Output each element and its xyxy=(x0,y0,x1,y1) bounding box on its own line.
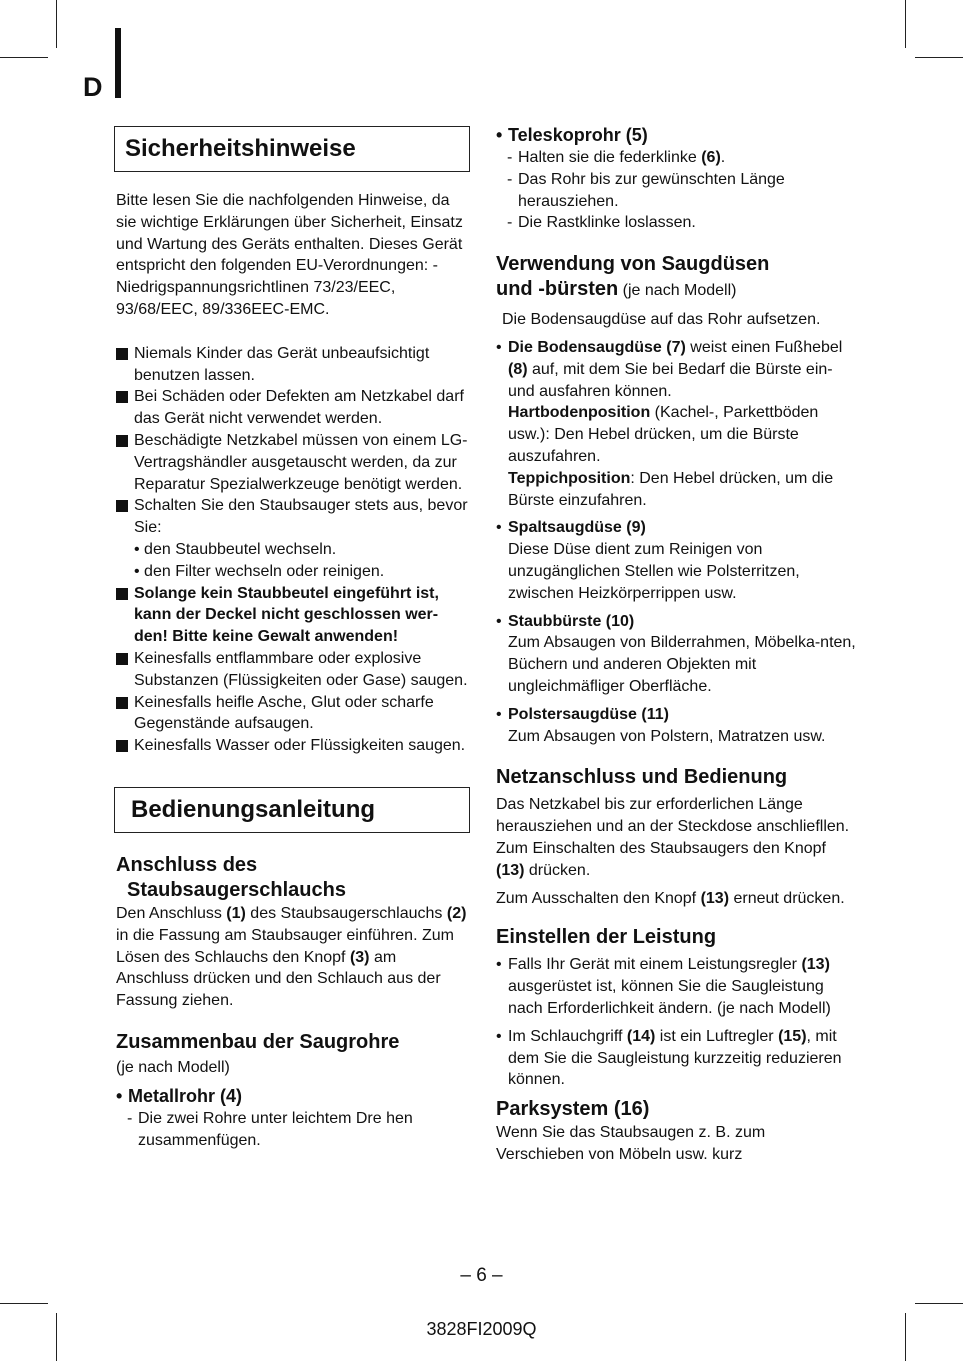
list-item: Beschädigte Netzkabel müssen von einem LG-Vertragshändler ausgetauscht werden, da zur Reparatur Spezialwerkzeuge benötigt werden. xyxy=(116,430,470,495)
park-heading: Parksystem (16) xyxy=(496,1098,650,1121)
performance-item: • Falls Ihr Gerät mit einem Leistungsregler (13) ausgerüstet ist, können Sie die Saugleistung nach Erforderlichkeit ändern. (je nach Modell) xyxy=(496,956,831,1017)
crop-mark xyxy=(56,0,57,48)
list-item: Schalten Sie den Staubsauger stets aus, bevor Sie: • den Staubbeutel wechseln. • den Filter wechseln oder reinigen. xyxy=(116,495,470,582)
park-text: Wenn Sie das Staubsaugen z. B. zum Verschieben von Möbeln usw. kurz xyxy=(496,1124,766,1163)
tubes-heading: Zusammenbau der Saugrohre xyxy=(116,1030,400,1053)
left-column xyxy=(116,126,470,1151)
bullet-square-icon xyxy=(116,653,128,665)
bullet-square-icon xyxy=(116,435,128,447)
metal-tube-heading: • Metallrohr (4) xyxy=(116,1085,243,1106)
page-number: – 6 – xyxy=(460,1265,503,1286)
telescopic-step: - Das Rohr bis zur gewünschten Länge herausziehen. xyxy=(507,170,785,210)
crevice-item: • Spaltsaugdüse (9) Diese Düse dient zum Reinigen von unzugänglichen Stellen wie Polsterritzen, zwischen Heizkörperrippen usw. xyxy=(496,519,800,602)
safety-intro: Bitte lesen Sie die nachfolgenden Hinweise, da sie wichtige Erklärungen über Sicherheit, Einsatz und Wartung des Geräts enthalten. Dieses Gerät entspricht den folgenden EU-Verordnungen: - Niedrigspannungsrichtlinen 73/23/EEC, 93/68/EEC, 89/336EEC-EMC. xyxy=(116,192,463,318)
list-item: Keinesfalls entflammbare oder explosive Substanzen (Flüssigkeiten oder Gase) saugen. xyxy=(116,648,470,692)
floor-nozzle-item: • Die Bodensaugdüse (7) weist einen Fußhebel (8) auf, mit dem Sie bei Bedarf die Bürste ein- und ausfahren können. Hartbodenposition (Kachel-, Parkettböden usw.): Den Hebel drücken, um die Bürste auszufahren. Teppichposition: Den Hebel drücken, um die Bürste einzufahren. xyxy=(496,338,843,509)
safety-list xyxy=(116,343,470,757)
nozzles-intro: Die Bodensaugdüse auf das Rohr aufsetzen. xyxy=(502,311,821,329)
bullet-square-icon xyxy=(116,588,128,600)
manual-heading: Bedienungsanleitung xyxy=(114,787,470,833)
tubes-note: (je nach Modell) xyxy=(116,1058,230,1076)
language-bar xyxy=(115,28,121,98)
power-heading: Netzanschluss und Bedienung xyxy=(496,766,788,789)
nozzles-heading: Verwendung von Saugdüsen und -bürsten (je nach Modell) xyxy=(496,253,770,301)
power-off-text: Zum Ausschalten den Knopf (13) erneut drücken. xyxy=(496,889,845,907)
telescopic-step: - Halten sie die federklinke (6). xyxy=(507,149,726,166)
dust-brush-item: • Staubbürste (10) Zum Absaugen von Bilderrahmen, Möbelka-nten, Büchern und anderen Objekten mit ungleichmäfliger Oberfläche. xyxy=(496,612,856,695)
crop-mark xyxy=(905,0,906,48)
hose-heading: Anschluss des Staubsaugerschlauchs xyxy=(116,853,346,901)
right-column xyxy=(496,124,856,1166)
telescopic-heading: • Teleskoprohr (5) xyxy=(496,125,648,145)
power-text: Das Netzkabel bis zur erforderlichen Länge herausziehen und an der Steckdose anschliefllen. Zum Einschalten des Staubsaugers den Knopf (13) drücken. xyxy=(496,796,850,879)
telescopic-step: - Die Rastklinke loslassen. xyxy=(507,214,696,232)
list-item: Keinesfalls Wasser oder Flüssigkeiten saugen. xyxy=(116,735,470,757)
hose-text: Den Anschluss (1) des Staubsaugerschlauchs (2) in die Fassung am Staubsauger einführen. Zum Lösen des Schlauchs den Knopf (3) am Anschluss drücken und den Schlauch aus der Fassung ziehen. xyxy=(116,904,467,1010)
crop-mark xyxy=(915,1303,963,1304)
crop-mark xyxy=(0,1303,48,1304)
bullet-square-icon xyxy=(116,697,128,709)
bullet-square-icon xyxy=(116,740,128,752)
sub-item: • den Staubbeutel wechseln. xyxy=(134,540,337,558)
crop-mark xyxy=(0,57,48,58)
list-item: Niemals Kinder das Gerät unbeaufsichtigt benutzen lassen. xyxy=(116,343,470,387)
sub-item: • den Filter wechseln oder reinigen. xyxy=(134,562,385,580)
bullet-square-icon xyxy=(116,348,128,360)
crop-mark xyxy=(915,57,963,58)
bullet-square-icon xyxy=(116,391,128,403)
document-code: 3828FI2009Q xyxy=(426,1319,537,1339)
performance-heading: Einstellen der Leistung xyxy=(496,926,717,949)
safety-heading: Sicherheitshinweise xyxy=(114,126,470,172)
metal-tube-step: - Die zwei Rohre unter leichtem Dre hen zusammenfügen. xyxy=(127,1109,413,1149)
language-marker: D xyxy=(83,72,103,102)
list-item: Solange kein Staubbeutel eingeführt ist, kann der Deckel nicht geschlossen wer-den! Bitte keine Gewalt anwenden! xyxy=(116,583,470,648)
bullet-square-icon xyxy=(116,500,128,512)
performance-item: • Im Schlauchgriff (14) ist ein Luftregler (15), mit dem Sie die Saugleistung kurzzeitig reduzieren können. xyxy=(496,1027,842,1089)
list-item: Bei Schäden oder Defekten am Netzkabel darf das Gerät nicht verwendet werden. xyxy=(116,386,470,430)
upholstery-item: • Polstersaugdüse (11) Zum Absaugen von Polstern, Matratzen usw. xyxy=(496,705,826,745)
list-item: Keinesfalls heifle Asche, Glut oder scharfe Gegenstände aufsaugen. xyxy=(116,692,470,736)
